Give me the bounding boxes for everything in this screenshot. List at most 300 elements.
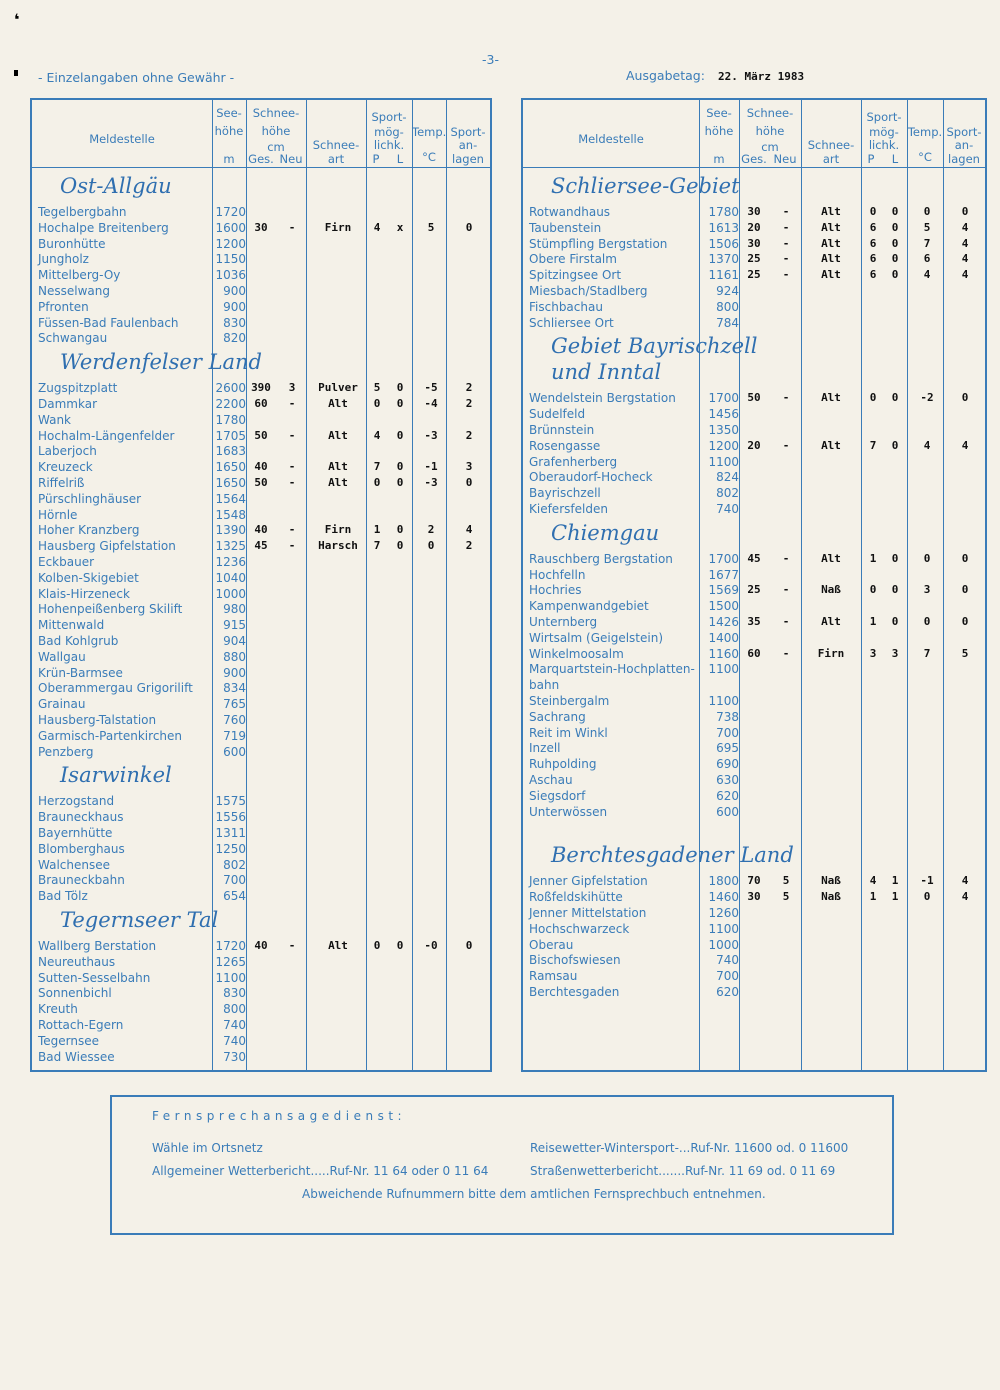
table-row xyxy=(38,507,490,523)
value-temp: 6 xyxy=(923,252,931,266)
region-heading: Werdenfelser Land xyxy=(60,350,263,375)
value-ges: 25 xyxy=(747,252,761,266)
value-art: Alt xyxy=(821,236,841,250)
col-sport-3: lichk. xyxy=(868,138,900,152)
value-temp: 0 xyxy=(923,205,931,218)
value-anl: 4 xyxy=(961,890,969,904)
table-row xyxy=(38,299,490,315)
region-heading: Tegernseer Tal xyxy=(60,908,219,932)
value-l: 0 xyxy=(891,205,899,218)
value-temp: 3 xyxy=(923,583,931,597)
table-row xyxy=(529,937,985,953)
col-seehoehe-unit: m xyxy=(713,152,725,166)
value-art: Naß xyxy=(821,583,841,597)
station-name: Herzogstand xyxy=(38,794,115,809)
station-name: Bad Kohlgrub xyxy=(38,634,119,648)
station-name: Schwangau xyxy=(38,331,108,346)
col-meldestelle: Meldestelle xyxy=(89,132,155,146)
col-anlagen: Sport- xyxy=(450,125,486,139)
value-l: 0 xyxy=(396,939,404,952)
table-row xyxy=(38,570,490,586)
altitude: 1370 xyxy=(708,252,739,267)
table-row xyxy=(38,538,490,554)
station-name: bahn xyxy=(529,678,560,693)
value-anl: 4 xyxy=(961,220,969,234)
station-name: Hochfelln xyxy=(529,567,586,582)
table-row xyxy=(529,873,985,889)
station-name: Jenner Mittelstation xyxy=(529,906,647,920)
col-schneehoehe-unit: cm xyxy=(267,140,285,154)
value-art: Firn xyxy=(324,220,352,234)
table-row xyxy=(529,693,985,709)
altitude: 802 xyxy=(716,486,739,501)
table-row xyxy=(38,412,490,428)
value-temp: 0 xyxy=(923,551,931,565)
altitude: 1600 xyxy=(215,220,246,235)
table-row xyxy=(38,809,490,825)
value-art: Alt xyxy=(821,551,841,565)
col-schneeart-2: art xyxy=(327,152,345,166)
value-ges: 30 xyxy=(254,220,268,234)
station-name: Aschau xyxy=(529,773,573,787)
table-row xyxy=(38,554,490,570)
altitude: 1236 xyxy=(215,555,246,569)
station-name: Laberjoch xyxy=(38,444,97,459)
station-name: Winkelmoosalm xyxy=(529,646,624,661)
value-p: 0 xyxy=(373,476,381,489)
value-ges: 25 xyxy=(747,583,761,597)
value-p: 0 xyxy=(373,939,381,952)
table-row xyxy=(38,872,490,888)
col-l: L xyxy=(396,152,404,166)
value-anl: 0 xyxy=(961,551,969,565)
altitude: 600 xyxy=(223,744,246,759)
region-heading: Isarwinkel xyxy=(60,763,172,788)
value-neu: - xyxy=(782,583,790,597)
col-l: L xyxy=(891,152,899,166)
station-name: Hörnle xyxy=(38,507,78,522)
value-anl: 0 xyxy=(961,391,969,405)
value-p: 3 xyxy=(869,646,877,660)
altitude: 1613 xyxy=(708,220,739,235)
altitude: 1500 xyxy=(708,599,739,614)
value-anl: 4 xyxy=(961,874,969,888)
table-row xyxy=(529,422,985,438)
value-neu: - xyxy=(782,236,790,250)
value-temp: -4 xyxy=(424,397,438,410)
value-p: 6 xyxy=(869,236,877,250)
station-name: Blomberghaus xyxy=(38,841,125,856)
station-name: Marquartstein-Hochplatten- xyxy=(529,662,695,677)
altitude: 1506 xyxy=(708,236,739,251)
station-name: Obere Firstalm xyxy=(529,252,617,267)
value-p: 1 xyxy=(373,523,381,537)
value-anl: 4 xyxy=(465,523,473,537)
altitude: 1100 xyxy=(708,694,739,708)
station-name: Wallberg Berstation xyxy=(38,939,157,953)
value-p: 4 xyxy=(869,874,877,888)
value-art: Alt xyxy=(328,460,348,474)
col-temp-unit: °C xyxy=(422,150,436,164)
station-name: Rottach-Egern xyxy=(38,1018,124,1032)
table-row xyxy=(529,315,985,331)
binder-dot xyxy=(14,70,18,76)
col-meldestelle: Meldestelle xyxy=(578,132,644,146)
value-l: 0 xyxy=(891,583,899,597)
value-l: 0 xyxy=(891,268,899,282)
table-row xyxy=(529,454,985,470)
altitude: 1200 xyxy=(708,438,739,453)
info-line2-left: Allgemeiner Wetterbericht.....Ruf-Nr. 11 64 oder 0 11 64 xyxy=(152,1164,489,1178)
station-name: Oberammergau Grigorilift xyxy=(38,681,193,696)
station-name: Bischofswiesen xyxy=(529,953,621,968)
altitude: 1460 xyxy=(708,890,739,905)
value-art: Firn xyxy=(324,523,352,537)
altitude: 700 xyxy=(223,873,246,888)
value-temp: 4 xyxy=(923,268,931,282)
table-row xyxy=(38,985,490,1001)
table-row xyxy=(38,954,490,970)
station-name: Garmisch-Partenkirchen xyxy=(38,728,183,743)
table-row xyxy=(529,921,985,937)
info-title: Fernsprechansagedienst: xyxy=(152,1109,407,1123)
station-name: Roßfeldskihütte xyxy=(529,890,623,905)
region-heading: Gebiet Bayrischzell xyxy=(551,334,758,359)
station-name: Rotwandhaus xyxy=(529,205,611,219)
station-name: Rauschberg Bergstation xyxy=(529,551,673,566)
station-name: Siegsdorf xyxy=(529,788,586,803)
value-l: 0 xyxy=(396,476,404,489)
station-name: Nesselwang xyxy=(38,284,110,298)
value-anl: 4 xyxy=(961,252,969,266)
table-row xyxy=(38,712,490,728)
table-row xyxy=(529,984,985,1000)
value-anl: 0 xyxy=(465,476,473,489)
value-anl: 5 xyxy=(961,646,969,660)
value-p: 0 xyxy=(869,583,877,597)
col-seehoehe: See- xyxy=(216,106,242,120)
value-p: 5 xyxy=(373,381,381,395)
page-number: -3- xyxy=(482,52,499,67)
col-schneeart: Schnee- xyxy=(312,138,360,152)
altitude: 1456 xyxy=(708,407,739,422)
value-ges: 20 xyxy=(747,438,761,452)
value-temp: 7 xyxy=(923,236,931,250)
col-sport: Sport- xyxy=(866,110,902,124)
station-name: Wendelstein Bergstation xyxy=(529,391,676,406)
value-temp: -3 xyxy=(424,428,438,442)
station-name: Sonnenbichl xyxy=(38,986,112,1001)
info-line1-left: Wähle im Ortsnetz xyxy=(152,1141,263,1155)
station-name: Jungholz xyxy=(38,252,89,267)
table-row xyxy=(529,756,985,772)
table-row xyxy=(38,491,490,507)
col-sport-2: mög- xyxy=(869,125,899,139)
table-row xyxy=(38,236,490,252)
table-row xyxy=(38,617,490,633)
altitude: 1250 xyxy=(215,841,246,856)
value-ges: 50 xyxy=(747,391,761,405)
value-p: 1 xyxy=(869,551,877,565)
station-name: Grafenherberg xyxy=(529,454,618,469)
col-seehoehe: See- xyxy=(706,106,732,120)
right-table xyxy=(521,98,987,1072)
left-table xyxy=(30,98,492,1072)
table-row xyxy=(529,236,985,252)
table-row xyxy=(38,315,490,331)
col-schneeart-2: art xyxy=(822,152,840,166)
value-ges: 40 xyxy=(254,460,268,474)
table-row xyxy=(38,283,490,299)
value-l: 0 xyxy=(891,551,899,565)
value-l: 0 xyxy=(891,391,899,405)
station-name: Hausberg Gipfelstation xyxy=(38,539,176,554)
table-row xyxy=(529,501,985,517)
altitude: 800 xyxy=(716,299,739,314)
altitude: 1100 xyxy=(215,970,246,985)
value-p: 7 xyxy=(373,539,381,553)
station-name: Oberau xyxy=(529,937,574,952)
table-row xyxy=(38,728,490,744)
station-name: Neureuthaus xyxy=(38,954,116,969)
station-name: Krün-Barmsee xyxy=(38,665,123,680)
table-row xyxy=(529,905,985,921)
value-neu: - xyxy=(782,220,790,234)
station-name: Bad Tölz xyxy=(38,889,88,904)
table-row xyxy=(529,551,985,567)
altitude: 1683 xyxy=(215,444,246,459)
value-temp: -1 xyxy=(424,460,438,474)
table-row xyxy=(38,475,490,491)
col-schneeart: Schnee- xyxy=(807,138,855,152)
table-row xyxy=(529,646,985,662)
value-p: 7 xyxy=(373,460,381,474)
value-art: Alt xyxy=(328,428,348,442)
station-name: Brünnstein xyxy=(529,423,595,437)
altitude: 834 xyxy=(223,681,246,696)
station-name: Wank xyxy=(38,412,72,427)
altitude: 1311 xyxy=(215,826,246,840)
altitude: 1780 xyxy=(708,205,739,219)
value-temp: 5 xyxy=(427,220,435,234)
value-ges: 45 xyxy=(254,539,268,553)
station-name: Hochalpe Breitenberg xyxy=(38,220,169,235)
value-art: Harsch xyxy=(318,539,358,553)
value-art: Alt xyxy=(328,939,348,952)
region-heading: Chiemgau xyxy=(551,520,660,545)
altitude: 784 xyxy=(716,315,739,330)
value-p: 1 xyxy=(869,890,877,904)
value-l: 0 xyxy=(891,236,899,250)
value-neu: - xyxy=(782,252,790,266)
value-l: 0 xyxy=(396,539,404,553)
station-name: Grainau xyxy=(38,697,86,712)
altitude: 820 xyxy=(223,331,246,346)
table-row xyxy=(529,251,985,267)
value-ges: 40 xyxy=(254,523,268,537)
altitude: 880 xyxy=(223,649,246,664)
station-name: Hoher Kranzberg xyxy=(38,523,140,538)
table-row xyxy=(38,825,490,841)
altitude: 1426 xyxy=(708,615,739,629)
altitude: 2200 xyxy=(215,397,246,411)
col-p: P xyxy=(372,152,380,166)
table-row xyxy=(529,469,985,485)
altitude: 1161 xyxy=(708,268,739,283)
col-temp: Temp. xyxy=(412,125,447,139)
altitude: 800 xyxy=(223,1002,246,1017)
table-row xyxy=(38,204,490,220)
station-name: Riffelriß xyxy=(38,476,85,490)
altitude: 830 xyxy=(223,986,246,1001)
table-row xyxy=(38,888,490,904)
region-heading: Berchtesgadener Land xyxy=(551,843,794,868)
value-neu: - xyxy=(288,397,296,410)
altitude: 620 xyxy=(716,985,739,999)
station-name: Unternberg xyxy=(529,615,598,629)
col-schneehoehe: Schnee- xyxy=(252,106,300,120)
table-row xyxy=(529,485,985,501)
table-row xyxy=(529,283,985,299)
altitude: 690 xyxy=(716,757,739,772)
value-neu: 3 xyxy=(288,381,296,395)
value-p: 4 xyxy=(373,428,381,442)
altitude: 1800 xyxy=(708,874,739,889)
value-neu: - xyxy=(782,205,790,218)
value-art: Alt xyxy=(821,205,841,218)
altitude: 1720 xyxy=(215,205,246,219)
altitude: 900 xyxy=(223,665,246,680)
station-name: Ramsau xyxy=(529,969,578,984)
value-anl: 4 xyxy=(961,438,969,452)
value-l: 0 xyxy=(396,397,404,410)
station-name: Hochries xyxy=(529,583,582,598)
station-name: Inzell xyxy=(529,741,561,756)
station-name: Fischbachau xyxy=(529,299,603,314)
phone-service-box xyxy=(110,1095,894,1235)
value-neu: - xyxy=(782,551,790,565)
station-name: Sudelfeld xyxy=(529,407,586,422)
value-ges: 45 xyxy=(747,551,761,565)
col-neu: Neu xyxy=(773,152,797,166)
value-p: 6 xyxy=(869,252,877,266)
value-neu: - xyxy=(782,646,790,660)
table-row xyxy=(38,522,490,538)
value-neu: - xyxy=(288,523,296,537)
table-row xyxy=(38,665,490,681)
table-row xyxy=(529,390,985,406)
station-name: Reit im Winkl xyxy=(529,725,608,740)
value-art: Alt xyxy=(328,476,348,489)
col-schneehoehe-2: höhe xyxy=(755,124,785,138)
value-art: Alt xyxy=(821,438,841,452)
value-temp: 5 xyxy=(923,220,931,234)
value-anl: 2 xyxy=(465,381,473,395)
table-row xyxy=(38,1049,490,1065)
altitude: 1720 xyxy=(215,939,246,953)
altitude: 1780 xyxy=(215,412,246,427)
value-ges: 70 xyxy=(747,874,761,888)
table-row xyxy=(38,601,490,617)
value-temp: -5 xyxy=(424,381,438,395)
value-art: Pulver xyxy=(318,381,358,395)
value-p: 6 xyxy=(869,220,877,234)
station-name: Ruhpolding xyxy=(529,757,597,772)
altitude: 900 xyxy=(223,284,246,298)
station-name: Tegernsee xyxy=(38,1033,100,1048)
station-name: Mittenwald xyxy=(38,618,105,633)
altitude: 695 xyxy=(716,741,739,756)
col-temp: Temp. xyxy=(907,125,943,139)
station-name: Hausberg-Talstation xyxy=(38,713,157,727)
station-name: Hochschwarzeck xyxy=(529,921,630,936)
value-anl: 2 xyxy=(465,539,473,553)
station-name: Penzberg xyxy=(38,744,94,759)
info-line3: Abweichende Rufnummern bitte dem amtlichen Fernsprechbuch entnehmen. xyxy=(302,1187,766,1201)
table-row xyxy=(38,841,490,857)
station-name: Füssen-Bad Faulenbach xyxy=(38,315,179,330)
altitude: 1700 xyxy=(708,391,739,406)
value-ges: 30 xyxy=(747,890,761,904)
value-neu: - xyxy=(782,268,790,282)
value-art: Naß xyxy=(821,874,841,888)
altitude: 1160 xyxy=(708,646,739,661)
col-sport-2: mög- xyxy=(374,125,404,139)
value-temp: 0 xyxy=(923,615,931,628)
table-row xyxy=(38,680,490,696)
value-l: x xyxy=(396,220,404,234)
table-row xyxy=(38,459,490,475)
station-name: Tegelbergbahn xyxy=(38,205,127,219)
issue-date: 22. März 1983 xyxy=(718,70,805,83)
table-row xyxy=(529,220,985,236)
value-p: 1 xyxy=(869,615,877,628)
value-ges: 60 xyxy=(747,646,761,660)
station-name: Brauneckbahn xyxy=(38,873,125,888)
altitude: 1100 xyxy=(708,454,739,469)
altitude: 1036 xyxy=(215,268,246,283)
table-row xyxy=(38,443,490,459)
table-row xyxy=(38,633,490,649)
altitude: 620 xyxy=(716,788,739,803)
value-temp: 2 xyxy=(427,523,435,537)
header-separator xyxy=(32,167,490,168)
altitude: 1000 xyxy=(708,937,739,952)
altitude: 1350 xyxy=(708,423,739,437)
info-line2-right: Straßenwetterbericht.......Ruf-Nr. 11 69 od. 0 11 69 xyxy=(530,1164,836,1178)
altitude: 1150 xyxy=(215,252,246,267)
table-row xyxy=(529,614,985,630)
value-l: 1 xyxy=(891,890,899,904)
altitude: 740 xyxy=(223,1018,246,1032)
value-art: Alt xyxy=(821,391,841,405)
col-p: P xyxy=(867,152,875,166)
value-l: 0 xyxy=(396,428,404,442)
table-row xyxy=(529,438,985,454)
altitude: 730 xyxy=(223,1049,246,1064)
station-name: Sachrang xyxy=(529,709,586,724)
altitude: 1575 xyxy=(215,794,246,809)
altitude: 900 xyxy=(223,299,246,314)
value-p: 0 xyxy=(869,205,877,218)
altitude: 740 xyxy=(223,1033,246,1048)
altitude: 1548 xyxy=(215,507,246,522)
station-name: Buronhütte xyxy=(38,236,106,251)
altitude: 1200 xyxy=(215,236,246,251)
value-anl: 0 xyxy=(465,939,473,952)
col-seehoehe-unit: m xyxy=(223,152,235,166)
table-row xyxy=(529,630,985,646)
